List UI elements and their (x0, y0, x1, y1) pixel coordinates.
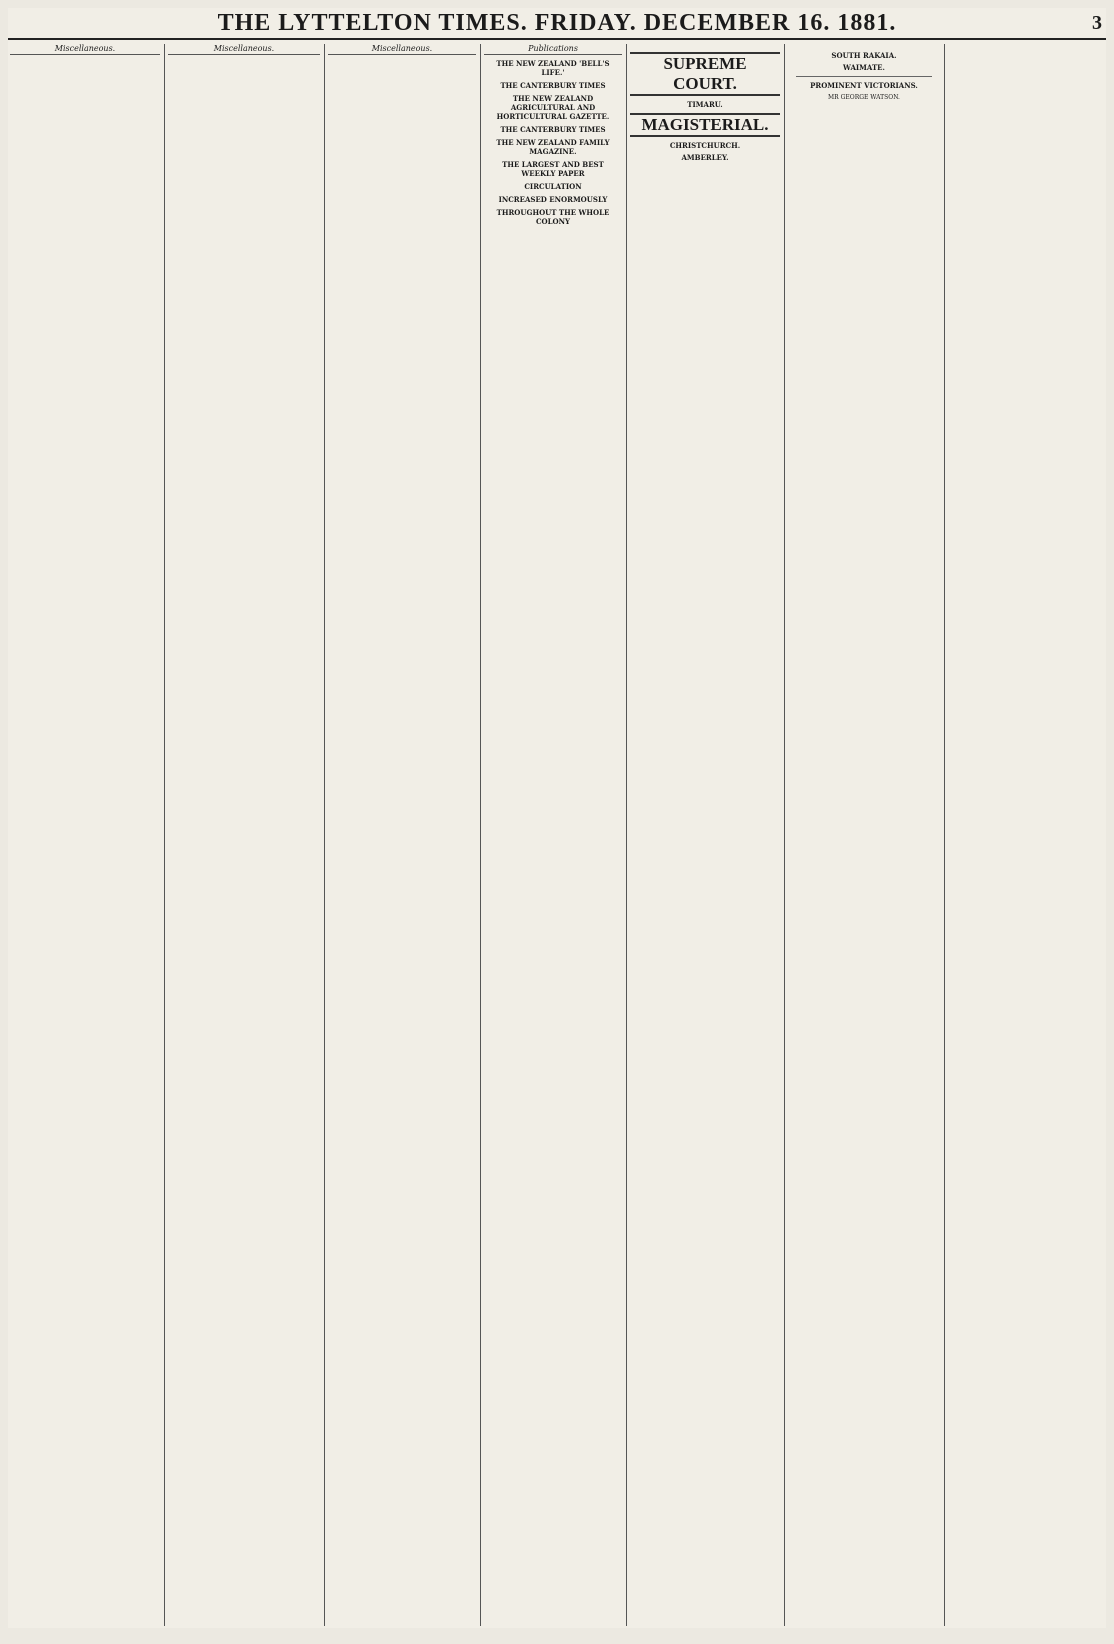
publication-title: INCREASED ENORMOUSLY (498, 195, 608, 204)
publication-title: THE NEW ZEALAND AGRICULTURAL AND HORTICULTURAL GAZETTE. (496, 94, 610, 121)
publication-title: THE CANTERBURY TIMES (500, 125, 606, 134)
column-3-heading: Miscellaneous. (328, 44, 476, 55)
newspaper-title: THE LYTTELTON TIMES. FRIDAY. DECEMBER 16. 1881. (217, 10, 897, 36)
publications-list (484, 59, 622, 226)
column-rule (944, 44, 945, 1626)
column-4-publications (484, 44, 622, 1626)
supreme-court-place: TIMARU. (687, 100, 723, 109)
publication-title: CIRCULATION (524, 182, 582, 191)
column-rule (480, 44, 481, 1626)
magisterial-heading: MAGISTERIAL. (630, 113, 780, 137)
column-2 (168, 44, 320, 1626)
prominent-victorians-heading: PROMINENT VICTORIANS. (810, 81, 918, 90)
south-rakaia-heading: SOUTH RAKAIA. (831, 51, 897, 60)
column-3 (328, 44, 476, 1626)
publication-title: THE CANTERBURY TIMES (500, 81, 606, 90)
magisterial-place: CHRISTCHURCH. (669, 141, 741, 150)
column-7-news (948, 48, 1104, 1630)
masthead (8, 8, 1106, 40)
supreme-court-heading: SUPREME COURT. (630, 52, 780, 96)
column-4-heading: Publications (484, 44, 622, 55)
section-divider (796, 76, 932, 77)
newspaper-page (8, 8, 1106, 1628)
column-1 (10, 44, 160, 1626)
publication-title: THROUGHOUT THE WHOLE COLONY (496, 208, 610, 226)
amberley-heading: AMBERLEY. (681, 153, 729, 162)
page-number: 3 (1092, 12, 1102, 34)
column-6-news (788, 48, 940, 1630)
column-rule (626, 44, 627, 1626)
column-rule (324, 44, 325, 1626)
publication-title: THE LARGEST AND BEST WEEKLY PAPER (502, 160, 604, 178)
waimate-heading: WAIMATE. (843, 63, 885, 72)
column-1-heading: Miscellaneous. (10, 44, 160, 55)
publication-title: THE NEW ZEALAND 'BELL'S LIFE.' (496, 59, 610, 77)
publication-title: THE NEW ZEALAND FAMILY MAGAZINE. (496, 138, 610, 156)
column-rule (164, 44, 165, 1626)
column-5-court-news (630, 48, 780, 1630)
column-2-heading: Miscellaneous. (168, 44, 320, 55)
column-rule (784, 44, 785, 1626)
prominent-victorians-subtitle: MR GEORGE WATSON. (828, 94, 900, 101)
